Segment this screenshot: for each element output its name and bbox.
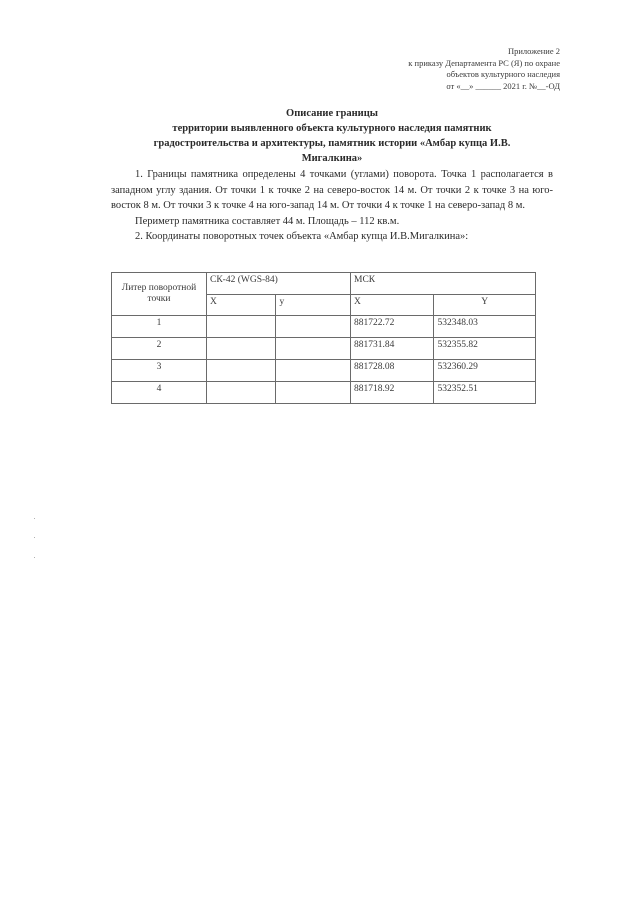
appendix-header [320, 46, 560, 92]
header-msk: МСК [351, 273, 536, 295]
header-line: от «__» ______ 2021 г. №__-ОД [446, 80, 560, 91]
table-row [112, 316, 536, 338]
paragraph-boundaries: 1. Границы памятника определены 4 точками (углами) поворота. Точка 1 располагается в западном углу здания. От точки 1 к точке 2 на северо-восток 14 м. От точки 2 к точке 3 на юго-восток 8 м. От точки 3 к точке 4 на юго-запад 14 м. От точки 4 к точке 1 на северо-запад 8 м. [111, 169, 553, 211]
paragraph-perimeter: Периметр памятника составляет 44 м. Площадь – 112 кв.м. [135, 215, 400, 227]
header-point-letter: Литер поворотной точки [112, 273, 207, 316]
point-number: 3 [112, 360, 207, 382]
title-line: территории выявленного объекта культурного наследия памятник [172, 123, 492, 134]
msk-y-value: 532352.51 [434, 382, 536, 404]
table-row [112, 338, 536, 360]
title-line: Мигалкина» [301, 153, 363, 164]
point-number: 4 [112, 382, 207, 404]
header-msk-y: Y [434, 294, 536, 316]
paragraph-coordinates-intro: 2. Координаты поворотных точек объекта «Амбар купца И.В.Мигалкина»: [135, 231, 469, 242]
msk-x-value: 881718.92 [351, 382, 434, 404]
msk-x-value: 881728.08 [351, 360, 434, 382]
point-number: 2 [112, 338, 207, 360]
title-line: Описание границы [286, 108, 378, 119]
sk-x-value [207, 338, 276, 360]
title-line: градостроительства и архитектуры, памятник истории «Амбар купца И.В. [153, 138, 511, 149]
msk-x-value: 881722.72 [351, 316, 434, 338]
sk-y-value [276, 338, 351, 360]
msk-y-value: 532348.03 [434, 316, 536, 338]
header-sk-y: у [276, 294, 351, 316]
scan-speck [34, 518, 35, 519]
sk-y-value [276, 382, 351, 404]
header-line: объектов культурного наследия [446, 69, 560, 79]
document-title [112, 106, 552, 166]
scan-speck [34, 557, 35, 558]
header-msk-x: X [351, 294, 434, 316]
coordinates-table [111, 272, 536, 404]
point-number: 1 [112, 316, 207, 338]
header-line: Приложение 2 [508, 46, 560, 56]
header-line: к приказу Департамента РС (Я) по охране [408, 57, 560, 68]
table-row [112, 360, 536, 382]
sk-x-value [207, 382, 276, 404]
sk-x-value [207, 316, 276, 338]
msk-y-value: 532360.29 [434, 360, 536, 382]
msk-y-value: 532355.82 [434, 338, 536, 360]
sk-x-value [207, 360, 276, 382]
header-sk42: СК-42 (WGS-84) [207, 273, 351, 295]
sk-y-value [276, 316, 351, 338]
table-header-row [112, 273, 536, 295]
table-row [112, 382, 536, 404]
msk-x-value: 881731.84 [351, 338, 434, 360]
document-body [111, 167, 553, 245]
header-sk-x: X [207, 294, 276, 316]
scan-speck [34, 537, 35, 538]
sk-y-value [276, 360, 351, 382]
